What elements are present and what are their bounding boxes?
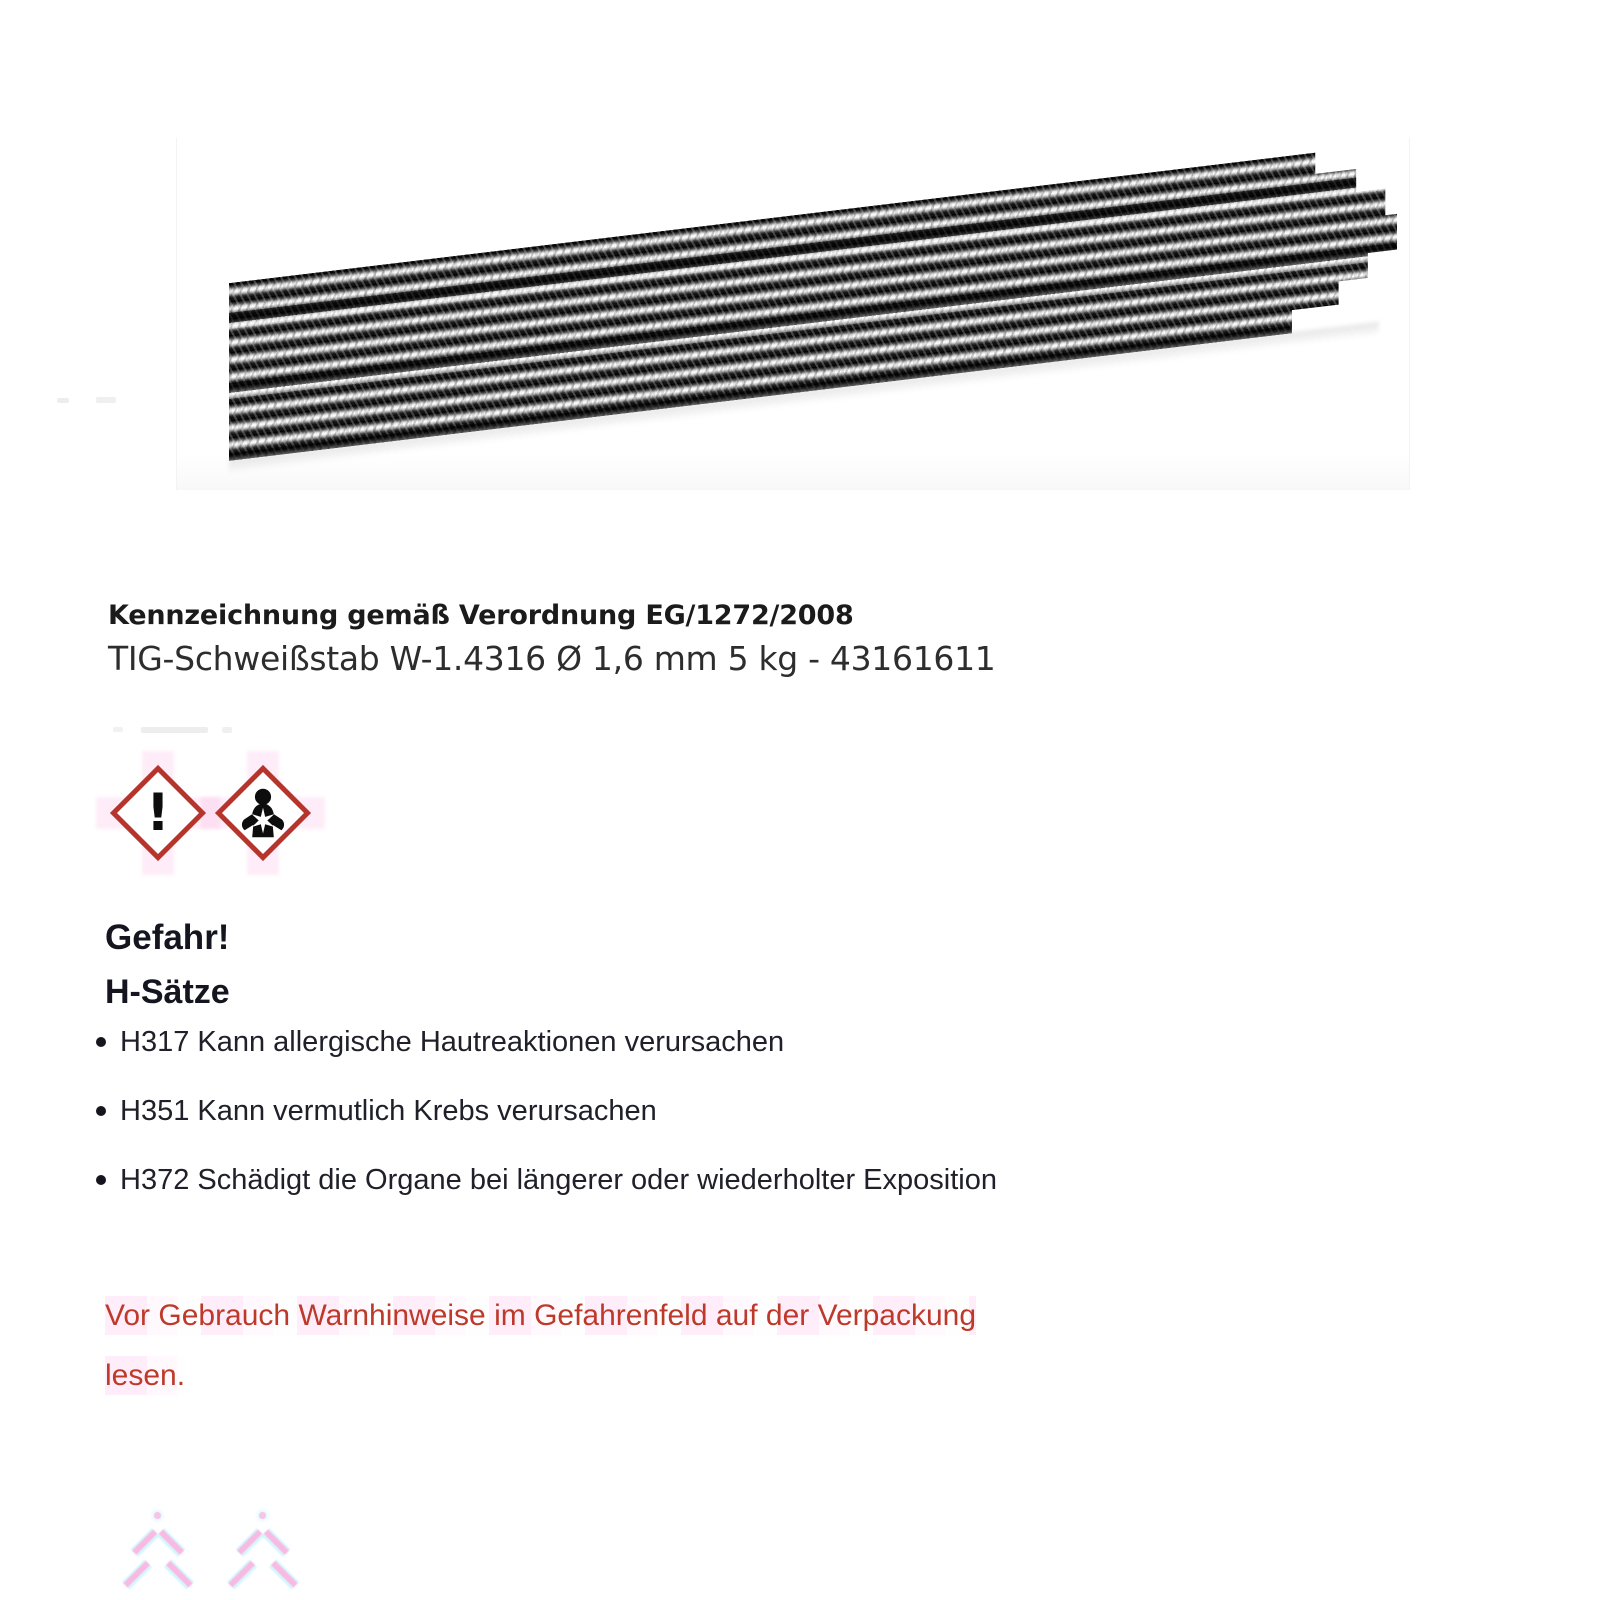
h-statements-title: H-Sätze xyxy=(105,973,230,1011)
packaging-warning xyxy=(105,1286,1045,1406)
product-photo xyxy=(176,138,1410,490)
bullet-icon xyxy=(96,1175,106,1185)
h-statement-item xyxy=(96,1018,1056,1067)
scan-artifact xyxy=(57,398,69,403)
header xyxy=(108,596,995,682)
ghost-diamond-artifact xyxy=(222,1505,302,1595)
scan-artifact xyxy=(96,397,116,403)
ghost-diamond-artifact xyxy=(117,1505,197,1595)
scan-artifact xyxy=(141,727,208,733)
h-statement-item xyxy=(96,1156,1056,1205)
signal-word: Gefahr! xyxy=(105,918,230,957)
ghs08-health-hazard-icon xyxy=(215,765,311,861)
bullet-icon xyxy=(96,1037,106,1047)
welding-rods-image xyxy=(229,143,1397,461)
h-statement-text: H317 Kann allergische Hautreaktionen verursachen xyxy=(120,1026,785,1058)
h-statement-item xyxy=(96,1087,1056,1136)
scan-artifact xyxy=(113,727,123,732)
exclamation-glyph: ! xyxy=(146,783,170,843)
h-statement-text: H372 Schädigt die Organe bei längerer oder wiederholter Exposition xyxy=(120,1164,997,1196)
packaging-warning-text: Vor Gebrauch Warnhinweise im Gefahrenfeld auf der Verpackung lesen. xyxy=(105,1296,976,1395)
health-hazard-silhouette xyxy=(236,786,290,840)
product-name: TIG-Schweißstab W-1.4316 Ø 1,6 mm 5 kg - 43161611 xyxy=(108,639,996,678)
h-statement-text: H351 Kann vermutlich Krebs verursachen xyxy=(120,1095,657,1127)
scan-artifact xyxy=(222,727,232,733)
h-statements-list xyxy=(96,1018,1056,1225)
regulation-title: Kennzeichnung gemäß Verordnung EG/1272/2008 xyxy=(108,600,854,631)
ghs07-exclamation-mark-icon xyxy=(110,765,206,861)
bullet-icon xyxy=(96,1106,106,1116)
